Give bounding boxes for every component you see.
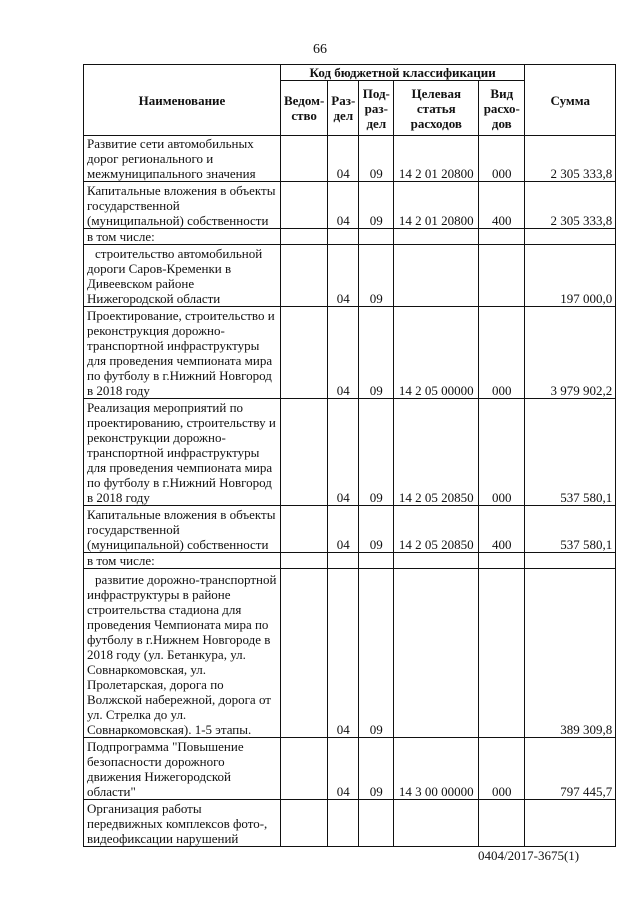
row-razdel: 04 [328,182,359,229]
row-vid [479,569,525,738]
table-row [84,553,616,569]
row-summa [525,800,616,847]
row-vid [479,800,525,847]
row-ved [281,399,328,506]
row-name: Реализация мероприятий по проектированию, строительству и реконструкции дорожно-транспортной инфраструктуры для проведения чемпионата мира по футболу в г.Нижний Новгород в 2018 году [84,399,281,506]
row-razdel: 04 [328,245,359,307]
row-summa: 389 309,8 [525,569,616,738]
row-vid [479,553,525,569]
row-summa: 197 000,0 [525,245,616,307]
row-podrazdel: 09 [359,399,394,506]
header-vedomstvo: Ведом-ство [281,81,328,136]
row-razdel: 04 [328,738,359,800]
table-row [84,506,616,553]
row-summa: 3 979 902,2 [525,307,616,399]
row-podrazdel [359,229,394,245]
row-tselevaya [394,245,479,307]
row-tselevaya: 14 2 01 20800 [394,136,479,182]
row-name: Организация работы передвижных комплексов фото-, видеофиксации нарушений [84,800,281,847]
row-podrazdel [359,553,394,569]
budget-table [83,64,616,847]
table-row [84,399,616,506]
row-ved [281,569,328,738]
row-podrazdel: 09 [359,569,394,738]
row-name: Капитальные вложения в объекты государственной (муниципальной) собственности [84,182,281,229]
row-razdel: 04 [328,307,359,399]
row-podrazdel: 09 [359,307,394,399]
row-ved [281,245,328,307]
table-row [84,800,616,847]
row-summa: 537 580,1 [525,506,616,553]
row-tselevaya: 14 2 05 20850 [394,399,479,506]
row-summa [525,229,616,245]
row-razdel: 04 [328,399,359,506]
row-vid: 000 [479,738,525,800]
row-name [84,569,281,738]
row-name: Подпрограмма "Повышение безопасности дорожного движения Нижегородской области" [84,738,281,800]
table-row [84,245,616,307]
header-podrazdel: Под-раз-дел [359,81,394,136]
row-razdel [328,800,359,847]
header-vid: Вид расхо-дов [479,81,525,136]
row-tselevaya: 14 2 05 20850 [394,506,479,553]
row-podrazdel [359,800,394,847]
row-summa: 2 305 333,8 [525,136,616,182]
header-razdel: Раз-дел [328,81,359,136]
row-vid [479,229,525,245]
row-tselevaya: 14 2 01 20800 [394,182,479,229]
row-ved [281,800,328,847]
row-ved [281,136,328,182]
row-razdel [328,229,359,245]
table-row [84,738,616,800]
table-row [84,569,616,738]
row-name: Проектирование, строительство и реконструкция дорожно-транспортной инфраструктуры для проведения чемпионата мира по футболу в г.Нижний Новгород в 2018 году [84,307,281,399]
table-row [84,182,616,229]
row-ved [281,182,328,229]
header-tselevaya: Целевая статья расходов [394,81,479,136]
row-vid: 400 [479,182,525,229]
row-podrazdel: 09 [359,245,394,307]
row-name [84,245,281,307]
row-name: Развитие сети автомобильных дорог регионального и межмуниципального значения [84,136,281,182]
table-row [84,307,616,399]
row-tselevaya [394,229,479,245]
header-summa: Сумма [525,65,616,136]
table-row [84,229,616,245]
row-tselevaya: 14 3 00 00000 [394,738,479,800]
row-razdel [328,553,359,569]
row-podrazdel: 09 [359,182,394,229]
row-podrazdel: 09 [359,738,394,800]
row-podrazdel: 09 [359,506,394,553]
row-tselevaya [394,553,479,569]
row-ved [281,553,328,569]
row-name-text: строительство автомобильной дороги Саров-Кременки в Дивеевском районе Нижегородской области [87,246,263,306]
row-summa: 537 580,1 [525,399,616,506]
row-razdel: 04 [328,136,359,182]
row-summa: 2 305 333,8 [525,182,616,229]
row-ved [281,229,328,245]
row-name: в том числе: [84,553,281,569]
row-ved [281,738,328,800]
page-number: 66 [313,42,327,57]
row-podrazdel: 09 [359,136,394,182]
row-name-text: развитие дорожно-транспортной инфраструктуры в районе строительства стадиона для проведения Чемпионата мира по футболу в г.Нижнем Новгороде в 2018 году (ул. Бетанкура, ул. Совнаркомовская, ул. Пролетарская, дорога по Волжской набережной, дорога от ул. Стрелка до ул. Совнаркомовская). 1-5 этапы. [87,572,277,737]
row-name: Капитальные вложения в объекты государственной (муниципальной) собственности [84,506,281,553]
header-name: Наименование [84,65,281,136]
table-row [84,136,616,182]
row-ved [281,506,328,553]
row-ved [281,307,328,399]
row-vid: 400 [479,506,525,553]
row-tselevaya [394,569,479,738]
row-tselevaya: 14 2 05 00000 [394,307,479,399]
row-summa: 797 445,7 [525,738,616,800]
row-vid: 000 [479,136,525,182]
document-code: 0404/2017-3675(1) [478,848,580,863]
row-summa [525,553,616,569]
row-razdel: 04 [328,506,359,553]
row-name: в том числе: [84,229,281,245]
row-tselevaya [394,800,479,847]
header-code-group: Код бюджетной классификации [281,65,525,81]
row-vid: 000 [479,399,525,506]
row-razdel: 04 [328,569,359,738]
row-vid [479,245,525,307]
row-vid: 000 [479,307,525,399]
